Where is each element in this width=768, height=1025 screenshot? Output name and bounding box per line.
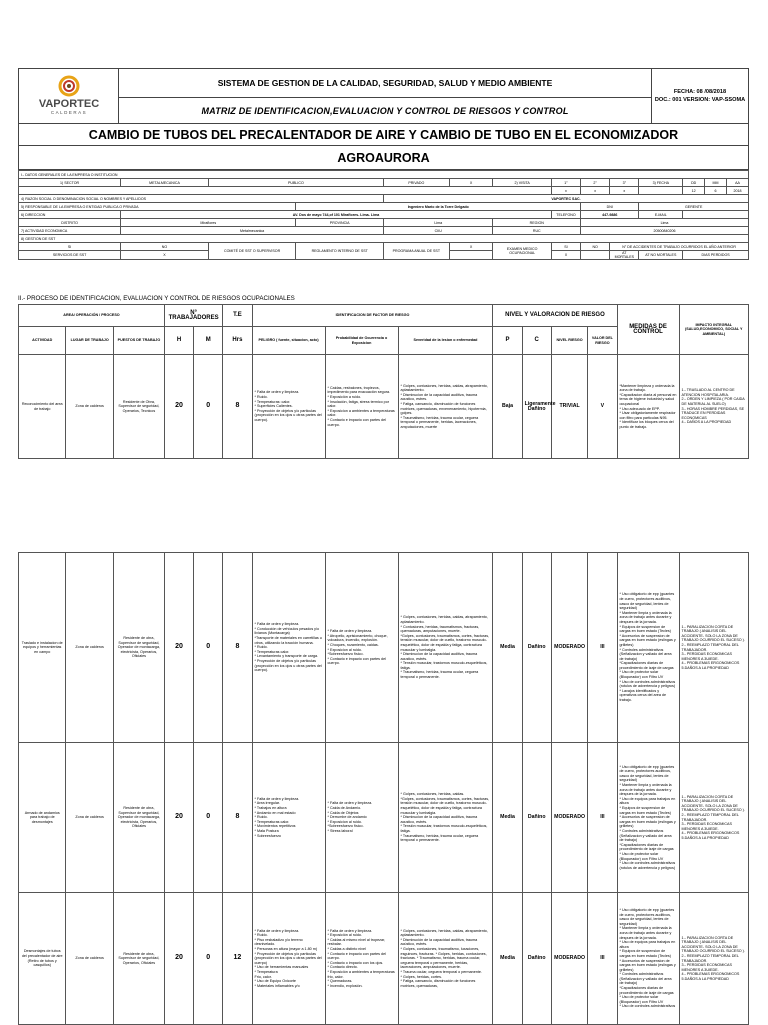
sst-no-label: NO bbox=[121, 243, 209, 251]
matrix-title: MATRIZ DE IDENTIFICACION,EVALUACION Y CONTROL DE RIESGOS Y CONTROL bbox=[119, 98, 652, 124]
visita-3: 3° bbox=[610, 179, 639, 187]
aa-label: AA bbox=[727, 179, 749, 187]
row-medidas: * Uso obligatorio de epp (guantes de cuero, protectores auditivos, casco de seguridad, lentes de seguridad) * Mantener limpia y ordenada la zona de trabajo antes durante y despues de la jornada. * Equipos de suspension de cargas en buen estado (Tecles) * Accesorios de suspension de cargas en buen estado (eslingas y grilletes) * Controles administrativos (Señalizacion y vallado del area de trabajo) *Capacitaciones diarias de procedimiento de izaje de cargas * Uso de protector solar (Bloqueador) con Filtro UV * Uso de controles administrativos (rotulos de advertencia y peligros) * Lavajos identificados y operativos cerca del area de trabajo. bbox=[617, 553, 679, 743]
doc-version: DOC.: 001 VERSION: VAP-SSOMA bbox=[654, 97, 746, 103]
row-h: 20 bbox=[164, 743, 193, 893]
row-m: 0 bbox=[194, 743, 223, 893]
row-impacto: 1.- PARALIZACION CORTA DE TRABAJO ( ANALISIS DEL ACCIDENTE- SOLO LA ZONA DE TRABAJO OCURRIDO EL SUCESO ). 2.- REEMPLAZO TEMPORAL DEL TRABAJADOR. 3.- PERDIDAS ECONOMICAS MENORES A 3UIEDE. 4.- PROBLEMAS ERGONOMICOS 5.DAÑOS A LA PROPIEDAD bbox=[679, 553, 748, 743]
row-nivel: MODERADO bbox=[551, 893, 588, 1025]
responsable-label: 5) RESPONSABLE DE LA EMPRESA O ENTIDAD PUBLICA O PRIVADA bbox=[19, 203, 296, 211]
visita-1-mark: x bbox=[551, 187, 580, 195]
row-puestos: Residente de obra, Supervisor de seguridad, Operarios, Oficiales bbox=[113, 893, 164, 1025]
distrito-label: DISTRITO bbox=[19, 219, 121, 227]
doc-info bbox=[652, 69, 749, 124]
page-gap bbox=[0, 520, 768, 552]
email-label: E-MAIL bbox=[639, 211, 683, 219]
identificacion-header: IDENTIFICACION DE FACTOR DE RIESGO bbox=[252, 305, 493, 327]
visita-1: 1° bbox=[551, 179, 580, 187]
row-peligro: * Falta de orden y limpieza. * Ruido. * Temperaturas: calor. * Superficies Calientes. * Proyección de objetos y/o particulas (proyección en los ojos u otras partes del cuerpo). bbox=[252, 355, 325, 459]
row-p: Media bbox=[493, 893, 522, 1025]
programa-label: PROGRAMA ANUAL DE SST bbox=[383, 243, 449, 260]
at-mortales-label: AT MORTALES bbox=[610, 251, 639, 260]
cargo-value: GERENTE bbox=[639, 203, 749, 211]
page-2 bbox=[0, 552, 768, 1024]
row-puestos: Residente de obra, Supervisor de seguridad, Operador de montacarga, electricista, Operarios, Oficiales bbox=[113, 743, 164, 893]
mm-label: MM bbox=[705, 179, 727, 187]
servicios-sst-mark: X bbox=[121, 251, 209, 260]
row-m: 0 bbox=[194, 355, 223, 459]
provincia-label: PROVINCIA bbox=[296, 219, 384, 227]
razon-value: VAPORTEC SAC. bbox=[383, 195, 748, 203]
row-valor: V bbox=[588, 355, 617, 459]
row-severidad: * Golpes, contusiones, heridas, caidas. *Golpes, contusiones, traumatismos, cortes, fracturas, tensión muscular, dolor de cuello, trastorno musculo-esquelético, dolor de espalda y fatiga, contractura muscular y lumbalgia. * Disminucion de la capacidad auditiva, trauma acustico, estrés. * Tensión muscular, trastornos musculo-esqueléticos, fatiga. * Traumatismo, heridas, trauma ocular, ceguera temporal o permanente. bbox=[398, 743, 493, 893]
general-data-table bbox=[18, 170, 749, 260]
visita-2-mark: x bbox=[581, 187, 610, 195]
system-title: SISTEMA DE GESTION DE LA CALIDAD, SEGURIDAD, SALUD Y MEDIO AMBIENTE bbox=[119, 69, 652, 98]
ruc-value: 20500840206 bbox=[581, 227, 749, 235]
row-lugar: Zona de calderos bbox=[66, 355, 113, 459]
programa-mark: X bbox=[449, 243, 493, 251]
row-impacto: 1.- TRASLADO AL CENTRO DE ATENCION HOSPITALARIA. 2.- ORDEN Y LIMPIEZA ( POR CAIDA DE MATERIAL AL SUELO) 3.- HORAS HOMBRE PERDIDAS, SE TRADUCE EN PERDIDAS ECONOMICAS 4.- DAÑOS A LA PROPIEDAD bbox=[679, 355, 748, 459]
row-hrs: 8 bbox=[223, 743, 252, 893]
row-lugar: Zona de calderos bbox=[66, 553, 113, 743]
vaportec-logo-icon bbox=[34, 71, 104, 117]
row-lugar: Zona de calderos bbox=[66, 743, 113, 893]
provincia-value: Lima bbox=[383, 219, 492, 227]
examen-no: NO bbox=[581, 243, 610, 251]
logo-subtitle: CALDERAS bbox=[50, 109, 87, 115]
direccion-value: AV. Dos de mayo 744,of 101 Miraflores- Lima- Lima bbox=[121, 211, 552, 219]
row-actividad: Traslado e instalacion de equipos y herramientas en campo bbox=[19, 553, 66, 743]
row-puestos: Residente de obra, Supervisor de seguridad, Operador de montacarga, electricista, Operarios, Oficiales bbox=[113, 553, 164, 743]
row-severidad: * Golpes, contusiones, heridas, caidas, atrapamiento, aplastamiento. * Contusiones, heridas, traumatismos, fracturas, quemaduras, amputaciones, muerte. *Golpes, contusiones, traumatismos, cortes, fracturas, tensión muscular, dolor de cuello, trastorno musculo-esquelético, dolor de espalda y fatiga, contractura muscular y lumbalgia. * Disminucion de la capacidad auditiva, trauma acustico, estrés. * Tensión muscular, trastornos musculo-esqueléticos, fatiga. * Traumatismo, heridas, trauma ocular, ceguera temporal o permanente. bbox=[398, 553, 493, 743]
ruc-label: RUC bbox=[493, 227, 581, 235]
p-header: P bbox=[493, 327, 522, 355]
privado-label: PRIVADO bbox=[383, 179, 449, 187]
row-c: Ligeramente Dañino bbox=[522, 355, 551, 459]
row-valor: III bbox=[588, 743, 617, 893]
severidad-header: Severidad de la lesion o enfermedad bbox=[398, 327, 493, 355]
row-probabilidad: * Caidas, resbalones, tropiezos, impedimento para evacuación segura. * Exposición a ruido. * Insolación, fatiga, stress termico por calor. * Exposicion a ambientes a temperaturas calor. * Contacto e impacto con partes del cuerpo. bbox=[325, 355, 398, 459]
gestion-label: 8) GESTION DE SST bbox=[19, 235, 749, 243]
row-medidas: * Uso obligatorio de epp (guantes de cuero, protectores auditivos, casco de seguridad, lentes de seguridad) * Mantener limpia y ordenada la zona de trabajo antes durante y despues de la jornada. * Uso de equipos para trabajos en altura * Equipos de suspension de cargas en buen estado (Tecles) * Accesorios de suspension de cargas en buen estado (eslingas y grilletes) * Controles administrativos (Señalizacion y vallado del area de trabajo) *Capacitaciones diarias de procedimiento de izaje de cargas * Uso de protector solar (Bloqueador) con Filtro UV * Uso de controles administrativos bbox=[617, 893, 679, 1025]
row-severidad: * Golpes, contusiones, heridas, caidas, atrapamiento, aplastamiento. * Disminucion de la capacidad auditiva, trauma acustico, estres. * Fatiga, cansancio, disminución de funciones motrices, quemaduras, envenenamiento, hipotermia, golpes. * Traumatismo, heridas, trauma ocular, ceguera temporal o permanente, heridas, laceraciones, amputaciones, muerte bbox=[398, 355, 493, 459]
row-p: Media bbox=[493, 743, 522, 893]
table-row bbox=[19, 355, 749, 459]
row-peligro: * Falta de orden y limpieza. * Conducción de vehículos pesados y/o livianos (Montacarga) *Transporte de materiales en carretillas u otros, utilizando la tracción humana. * Ruido. * Temperaturas calor. * Levantamiento y transporte de carga. * Proyección de objetos y/o particulas (proyección en los ojos u otras partes del cuerpo). bbox=[252, 553, 325, 743]
general-section-heading: I.- DATOS GENERALES DE LA EMPRESA O INSTITUCION bbox=[19, 171, 749, 179]
row-nivel: TRIVIAL bbox=[551, 355, 588, 459]
table-row bbox=[19, 743, 749, 893]
row-m: 0 bbox=[194, 893, 223, 1025]
direccion-label: 6) DIRECCION bbox=[19, 211, 121, 219]
row-severidad: * Golpes, contusiones, heridas, caidas, atrapamiento, aplastamiento. * Disminución de la capacidad auditiva, trauma acústico, estrés. * Golpes, contusiones, traumatismo, luxaciones, esguinces, fracturas. * Golpes, heridas, contusiones, fracturas. * Traumatismo, heridas, trauma ocular, ceguera temporal o permanente, heridas, laceraciones, amputaciones, muerte. * Trauma ocular, ceguera temporal o permanente. * Golpes, heridas, cortes. * Fatiga, cansancio, disminución de funciones motrices, quemaduras, bbox=[398, 893, 493, 1025]
day-value: 12 bbox=[683, 187, 705, 195]
row-h: 20 bbox=[164, 355, 193, 459]
examen-label: EXAMEN MEDICO OCUPACIONAL bbox=[493, 243, 551, 260]
privado-mark: X bbox=[449, 179, 493, 187]
actividad-economica-label: 7) ACTIVIDAD ECONOMICA bbox=[19, 227, 121, 235]
row-probabilidad: * Falta de orden y limpieza. * Caida de Andamio. * Caida de Objetos * Derrumbe de andamio * Exposicion al ruido. *Sobreesfuerzo físico. * Stress laboral bbox=[325, 743, 398, 893]
visita-3-mark: x bbox=[610, 187, 639, 195]
m-header: M bbox=[194, 327, 223, 355]
risk-matrix-table bbox=[18, 304, 749, 459]
accidentes-label: N° DE ACCIDENTES DE TRABAJO OCURRIDOS EL AÑO ANTERIOR bbox=[610, 243, 749, 251]
row-m: 0 bbox=[194, 553, 223, 743]
peligro-header: PELIGRO ( fuente, situacion, acto) bbox=[252, 327, 325, 355]
row-probabilidad: * Falta de orden y limpieza. * Exposición al ruido. * Caidas al mismo nivel al tropezar, resbalar. * Caidas a distinto nivel * Contacto e impacto con partes del cuerpo. * Contacto o impacto con los ojos. * Contacto directo. * Exposición a ambientes a temperaturas frio, calor. * Quemaduras. * Incendio, explosión. bbox=[325, 893, 398, 1025]
sst-si-label: SI bbox=[19, 243, 121, 251]
row-h: 20 bbox=[164, 893, 193, 1025]
ntrabajadores-header: N° TRABAJADORES bbox=[164, 305, 222, 327]
telefono-value: 447-9886 bbox=[581, 211, 639, 219]
publico-label: PUBLICO bbox=[208, 179, 383, 187]
row-nivel: MODERADO bbox=[551, 553, 588, 743]
actividad-economica-value: Metalmecanica bbox=[121, 227, 384, 235]
dni-label: DNI bbox=[581, 203, 639, 211]
nivel-header: NIVEL Y VALORACION DE RIESGO bbox=[493, 305, 617, 327]
sector-label: 1) SECTOR bbox=[19, 179, 121, 187]
row-puestos: Residente de Obra, Supervisor de seguridad, Operarios, Tecnicos bbox=[113, 355, 164, 459]
row-valor: III bbox=[588, 553, 617, 743]
row-impacto: 1.- PARALIZACION CORTA DE TRABAJO ( ANALISIS DEL ACCIDENTE- SOLO LA ZONA DE TRABAJO OCURRIDO EL SUCESO ). 2.- REEMPLAZO TEMPORAL DEL TRABAJADOR. 3.- PERDIDAS ECONOMICAS MENORES A 3UIEDE. 4.- PROBLEMAS ERGONOMICOS 5.DAÑOS A LA PROPIEDAD bbox=[679, 743, 748, 893]
row-hrs: 8 bbox=[223, 553, 252, 743]
work-title: CAMBIO DE TUBOS DEL PRECALENTADOR DE AIRE Y CAMBIO DE TUBO EN EL ECONOMIZADOR bbox=[18, 124, 749, 146]
row-hrs: 8 bbox=[223, 355, 252, 459]
comite-label: COMITÉ DE SST O SUPERVISOR bbox=[208, 243, 296, 260]
row-h: 20 bbox=[164, 553, 193, 743]
region-value: Lima bbox=[581, 219, 749, 227]
row-p: Baja bbox=[493, 355, 522, 459]
doc-date: FECHA: 08 /08/2018 bbox=[673, 89, 727, 95]
document-header bbox=[18, 68, 749, 124]
row-c: Dañino bbox=[522, 553, 551, 743]
row-p: Media bbox=[493, 553, 522, 743]
c-header: C bbox=[522, 327, 551, 355]
row-nivel: MODERADO bbox=[551, 743, 588, 893]
nivel-riesgo-header: NIVEL RIESGO bbox=[551, 327, 588, 355]
row-c: Dañino bbox=[522, 893, 551, 1025]
row-c: Dañino bbox=[522, 743, 551, 893]
table-row bbox=[19, 553, 749, 743]
row-peligro: * Falta de orden y limpieza. * Ruido. * Piso resbaladizo y/o terreno desnivelado. * Personas en altura (mayor a 1.80 m) * Proyección de objetos y/o particulas (proyección en los ojos u otras partes del cuerpo) * Uso de herramientas manuales * Temperatura Frio, calor. * Uso de Equipo Oxicorte * Materiales inflamables y/o bbox=[252, 893, 325, 1025]
ciiu-label: CIIU bbox=[383, 227, 492, 235]
row-probabilidad: * Falta de orden y limpieza. * Atropello, aprisionamiento, choque, volcadura, incendio, explosión. * Choques, rozamiento, caidas. * Exposicion al ruido. *Sobreesfuerzo físico. * Contacto e impacto con partes del cuerpo. bbox=[325, 553, 398, 743]
row-medidas: * Uso obligatorio de epp (guantes de cuero, protectores auditivos, casco de seguridad, lentes de seguridad) * Mantener limpia y ordenada la zona de trabajo antes durante y despues de la jornada. * Uso de equipos para trabajos en altura * Equipos de suspension de cargas en buen estado (Tecles) * Accesorios de suspension de cargas en buen estado (eslingas y grilletes) * Controles administrativos (Señalizacion y vallado del area de trabajo) *Capacitaciones diarias de procedimiento de izaje de cargas * Uso de protector solar (Bloqueador) con Filtro UV * Uso de controles administrativos (rotulos de advertencia y peligros) bbox=[617, 743, 679, 893]
section-2-heading: II.- PROCESO DE IDENTIFICACION, EVALUACION Y CONTROL DE RIESGOS OCUPACIONALES bbox=[18, 294, 749, 305]
lugar-header: LUGAR DE TRABAJO bbox=[66, 327, 113, 355]
h-header: H bbox=[164, 327, 193, 355]
razon-label: 4) RAZON SOCIAL O DENOMINACION SOCIAL O NOMBRES Y APELLIDOS bbox=[19, 195, 384, 203]
te-header: T.E bbox=[223, 305, 252, 327]
hrs-header: Hrs bbox=[223, 327, 252, 355]
telefono-label: TELEFONO bbox=[551, 211, 580, 219]
table-row bbox=[19, 893, 749, 1025]
row-medidas: *Mantener limpieza y ordenada la zona de trabajo. *Capacitacion diaria al personal en tema de higiene industrial y salud ocupacional * Uso adecuado de EPP. * Usar obligatoriamente respirador con filtro para particulas N95. * Identificar los bloques cerca del punto de trabajo. bbox=[617, 355, 679, 459]
puestos-header: PUESTOS DE TRABAJO bbox=[113, 327, 164, 355]
company-logo bbox=[19, 69, 119, 124]
month-value: 6 bbox=[705, 187, 727, 195]
actividad-header: ACTIVIDAD bbox=[19, 327, 66, 355]
client-title: AGROAURORA bbox=[18, 146, 749, 170]
logo-name: VAPORTEC bbox=[38, 97, 99, 110]
dias-perdidos-label: DIAS PERDIDOS bbox=[683, 251, 749, 260]
risk-matrix-table-continued bbox=[18, 552, 749, 1025]
examen-value: 0 bbox=[551, 251, 580, 260]
medidas-header: MEDIDAS DE CONTROL bbox=[617, 305, 679, 355]
sector-value: METALMECANICA bbox=[121, 179, 209, 187]
reglamento-label: REGLAMENTO INTERNO DE SST bbox=[296, 243, 384, 260]
distrito-value: Miraflores bbox=[121, 219, 296, 227]
row-actividad: Armado de andamios para trabajo de desmontajes bbox=[19, 743, 66, 893]
row-hrs: 12 bbox=[223, 893, 252, 1025]
visita-2: 2° bbox=[581, 179, 610, 187]
row-lugar: Zona de calderos bbox=[66, 893, 113, 1025]
responsable-value: Ingeniero Mario de la Torre Delgado bbox=[296, 203, 581, 211]
row-peligro: * Falta de orden y limpieza. * Area irregular. * Trabajos en altura * Andamio en mal estado * Ruido. * Temperaturas calor. * Movimientos repetitivos * Mala Postura * Sobreesfuerzo bbox=[252, 743, 325, 893]
impacto-header: IMPACTO INTEGRAL (SALUD,ECONOMICO, SOCIAL Y AMBIENTAL) bbox=[679, 305, 748, 355]
row-actividad: Desmontajes de tubos del precalentador de aire (Retiro de tubos y casquillos) bbox=[19, 893, 66, 1025]
at-no-mortales-label: AT NO MORTALES bbox=[639, 251, 683, 260]
year-value: 2018 bbox=[727, 187, 749, 195]
area-header: AREA/ OPERACIÓN / PROCESO bbox=[19, 305, 165, 327]
servicios-sst-label: SERVICIOS DE SST bbox=[19, 251, 121, 260]
probabilidad-header: Probabilidad de Ocurrencia o Exposicion bbox=[325, 327, 398, 355]
region-label: REGION bbox=[493, 219, 581, 227]
fecha-label: 3) FECHA bbox=[639, 179, 683, 187]
dd-label: DD bbox=[683, 179, 705, 187]
row-impacto: 1.- PARALIZACION CORTA DE TRABAJO ( ANALISIS DEL ACCIDENTE- SOLO LA ZONA DE TRABAJO OCURRIDO EL SUCESO ). 2.- REEMPLAZO TEMPORAL DEL TRABAJADOR. 3.- PERDIDAS ECONOMICAS MENORES A 3UIEDE. 4.- PROBLEMAS ERGONOMICOS 5.DAÑOS A LA PROPIEDAD bbox=[679, 893, 748, 1025]
visita-label: 2) VISITA bbox=[493, 179, 551, 187]
examen-si: SI bbox=[551, 243, 580, 251]
row-valor: III bbox=[588, 893, 617, 1025]
row-actividad: Reconocimiento del area de trabajo bbox=[19, 355, 66, 459]
valor-riesgo-header: VALOR DEL RIESGO bbox=[588, 327, 617, 355]
